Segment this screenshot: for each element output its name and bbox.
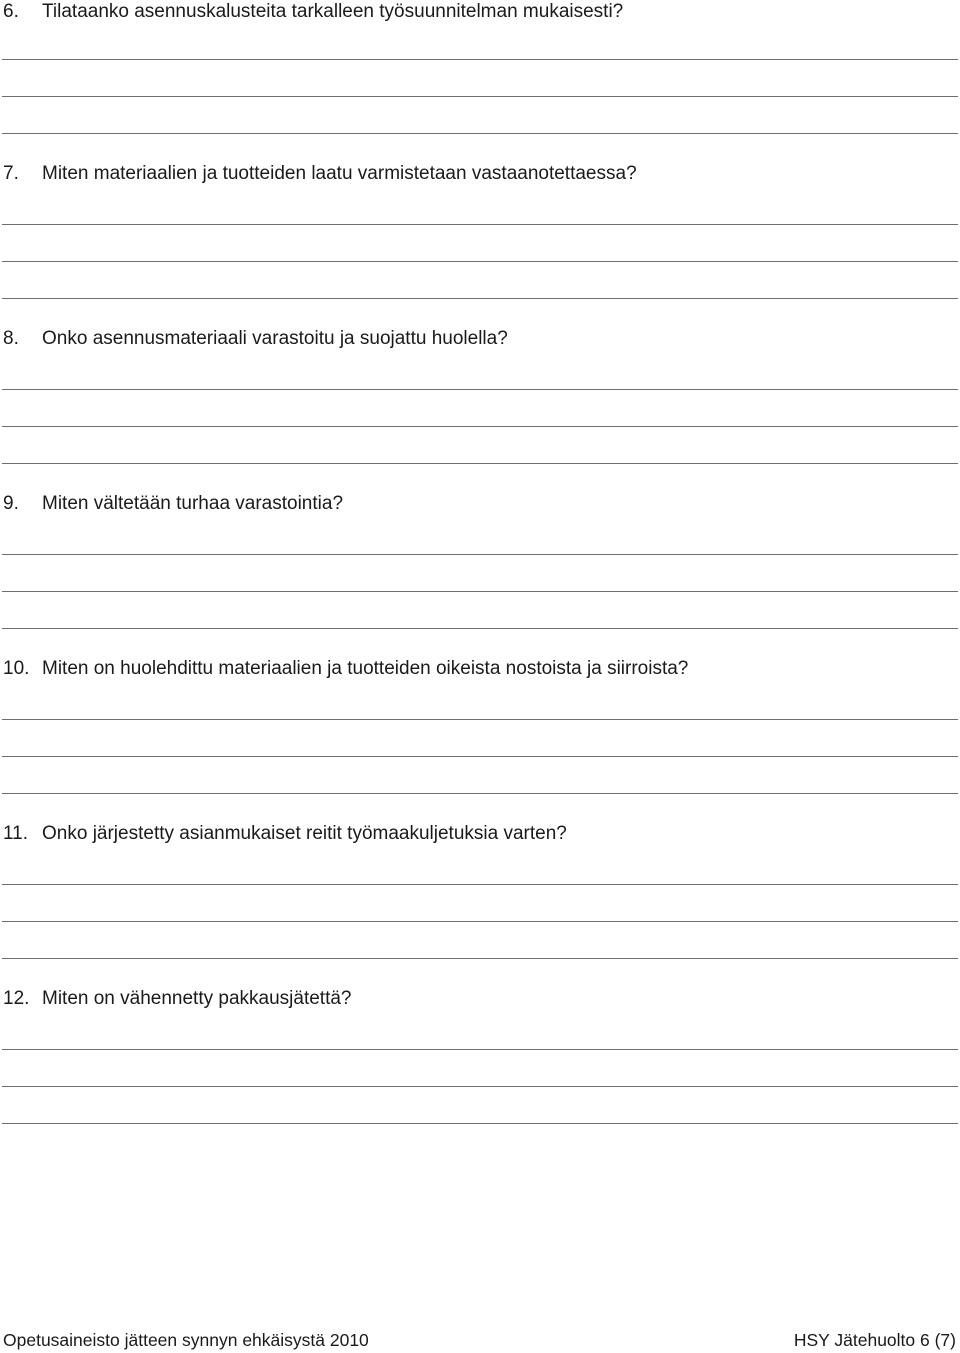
- answer-line[interactable]: [2, 261, 958, 262]
- question-label: Tilataanko asennuskalusteita tarkalleen työsuunnitelman mukaisesti?: [42, 1, 624, 22]
- question-label: Onko järjestetty asianmukaiset reitit työmaakuljetuksia varten?: [42, 823, 567, 844]
- question-label: Onko asennusmateriaali varastoitu ja suojattu huolella?: [42, 328, 508, 349]
- answer-line[interactable]: [2, 719, 958, 720]
- question-number: 7.: [3, 163, 19, 184]
- question-number: 9.: [3, 493, 19, 514]
- question-number: 11.: [3, 823, 29, 844]
- answer-line[interactable]: [2, 554, 958, 555]
- question-label: Miten on huolehdittu materiaalien ja tuotteiden oikeista nostoista ja siirroista?: [42, 658, 689, 679]
- question-number: 6.: [3, 1, 19, 22]
- answer-line[interactable]: [2, 224, 958, 225]
- question-number: 10.: [3, 658, 30, 679]
- question-label: Miten materiaalien ja tuotteiden laatu varmistetaan vastaanotettaessa?: [42, 163, 637, 184]
- question-number: 8.: [3, 328, 19, 349]
- answer-line[interactable]: [2, 628, 958, 629]
- answer-line[interactable]: [2, 133, 958, 134]
- answer-line[interactable]: [2, 591, 958, 592]
- footer-page-number: HSY Jätehuolto 6 (7): [793, 1330, 956, 1350]
- answer-line[interactable]: [2, 884, 958, 885]
- answer-line[interactable]: [2, 1049, 958, 1050]
- answer-line[interactable]: [2, 958, 958, 959]
- answer-line[interactable]: [2, 921, 958, 922]
- answer-line[interactable]: [2, 756, 958, 757]
- footer-source-text: Opetusaineisto jätteen synnyn ehkäisystä 2010: [3, 1330, 369, 1350]
- question-label: Miten on vähennetty pakkausjätettä?: [42, 988, 352, 1009]
- question-number: 12.: [3, 988, 30, 1009]
- answer-line[interactable]: [2, 1123, 958, 1124]
- answer-line[interactable]: [2, 426, 958, 427]
- question-label: Miten vältetään turhaa varastointia?: [42, 493, 344, 514]
- answer-line[interactable]: [2, 59, 958, 60]
- answer-line[interactable]: [2, 96, 958, 97]
- answer-line[interactable]: [2, 298, 958, 299]
- answer-line[interactable]: [2, 1086, 958, 1087]
- answer-line[interactable]: [2, 793, 958, 794]
- page-footer: [0, 1327, 960, 1353]
- answer-line[interactable]: [2, 463, 958, 464]
- answer-line[interactable]: [2, 389, 958, 390]
